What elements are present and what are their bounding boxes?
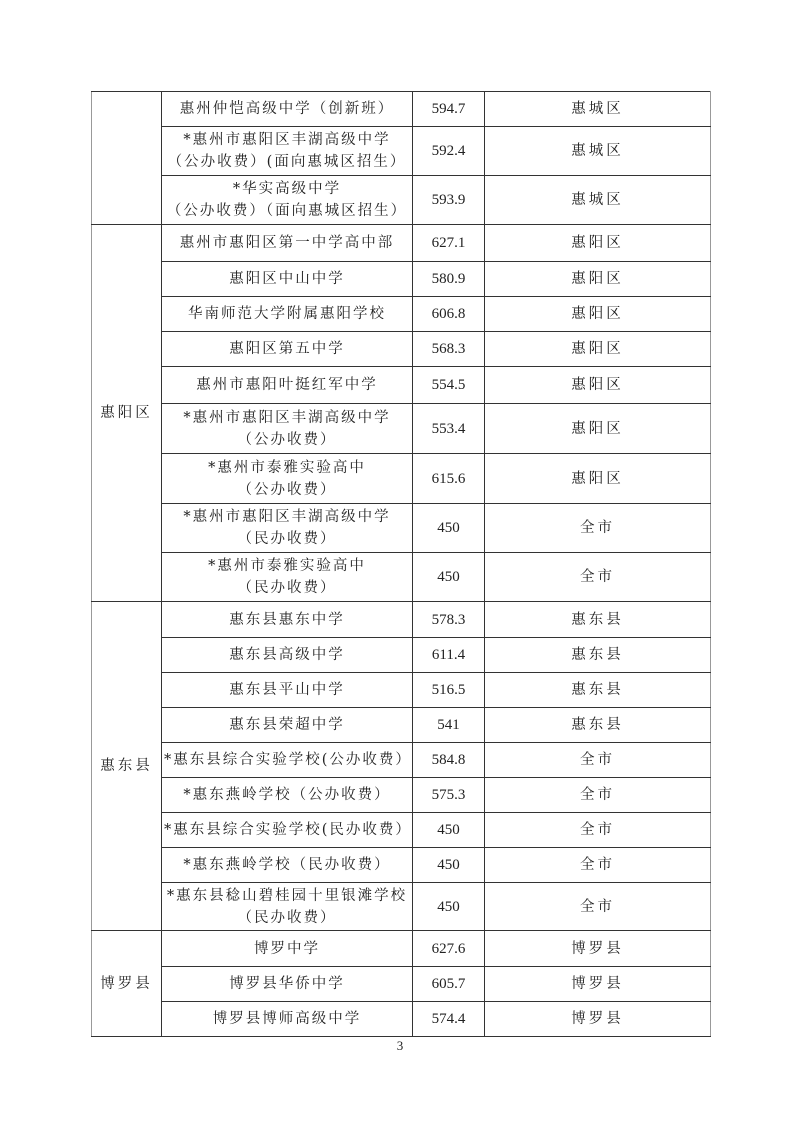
enrollment-region-cell: 全市 (485, 743, 711, 778)
table-body (92, 92, 711, 1037)
school-name-cell (162, 454, 413, 504)
school-name-line: *惠东燕岭学校（公办收费） (183, 787, 391, 803)
enrollment-region-cell: 全市 (485, 504, 711, 553)
enrollment-region-cell: 全市 (485, 778, 711, 813)
enrollment-region-cell: 惠阳区 (485, 262, 711, 297)
score-cell: 592.4 (413, 127, 485, 176)
score-cell: 594.7 (413, 92, 485, 127)
enrollment-region-cell: 惠城区 (485, 127, 711, 176)
school-name-line: （公办收费）（面向惠城区招生） (166, 203, 408, 219)
score-cell: 605.7 (413, 967, 485, 1002)
school-name-line: 惠州市惠阳叶挺红军中学 (196, 377, 378, 393)
score-cell: 580.9 (413, 262, 485, 297)
school-name-line: （公办收费） (237, 481, 337, 498)
table-row (92, 848, 711, 883)
enrollment-region-cell: 博罗县 (485, 967, 711, 1002)
school-name-cell (162, 931, 413, 967)
school-name-cell (162, 1002, 413, 1037)
school-name-line: *惠州市泰雅实验高中 (208, 558, 366, 574)
page-number: 3 (396, 1038, 404, 1053)
table-row (92, 225, 711, 262)
table-row (92, 1002, 711, 1037)
school-name-cell (162, 708, 413, 743)
school-name-line: *惠州市惠阳区丰湖高级中学 (183, 509, 391, 525)
school-name-cell (162, 883, 413, 931)
school-name-line: *惠东县综合实验学校(民办收费） (164, 822, 412, 838)
district-cell: 惠阳区 (92, 225, 162, 602)
table-row (92, 127, 711, 176)
school-name-cell (162, 367, 413, 404)
table-row (92, 967, 711, 1002)
school-name-cell (162, 848, 413, 883)
school-name-line: *惠州市泰雅实验高中 (208, 459, 366, 476)
school-name-cell (162, 297, 413, 332)
table-row (92, 504, 711, 553)
enrollment-region-cell: 惠阳区 (485, 332, 711, 367)
enrollment-region-cell: 惠阳区 (485, 225, 711, 262)
table-row (92, 708, 711, 743)
table-row (92, 883, 711, 931)
school-name-cell (162, 813, 413, 848)
school-name-line: 博罗县华侨中学 (229, 976, 345, 992)
school-name-cell (162, 176, 413, 225)
enrollment-region-cell: 惠东县 (485, 673, 711, 708)
school-name-line: （民办收费） (237, 531, 337, 547)
table-row (92, 176, 711, 225)
school-name-line: （公办收费）(面向惠城区招生） (167, 154, 407, 170)
school-name-cell (162, 743, 413, 778)
school-name-line: *惠州市惠阳区丰湖高级中学 (183, 409, 391, 426)
enrollment-region-cell: 惠城区 (485, 176, 711, 225)
school-name-line: *华实高级中学 (232, 181, 342, 197)
score-cell: 606.8 (413, 297, 485, 332)
score-cell: 568.3 (413, 332, 485, 367)
table-row (92, 92, 711, 127)
school-name-cell (162, 127, 413, 176)
enrollment-region-cell: 惠东县 (485, 602, 711, 638)
table-row (92, 813, 711, 848)
score-cell: 450 (413, 553, 485, 602)
enrollment-region-cell: 惠阳区 (485, 454, 711, 504)
table-row (92, 332, 711, 367)
school-name-cell (162, 778, 413, 813)
table-row (92, 638, 711, 673)
school-name-cell (162, 553, 413, 602)
admission-score-table (91, 91, 711, 1037)
school-name-line: *惠东燕岭学校（民办收费） (183, 857, 391, 873)
school-name-line: *惠东县综合实验学校(公办收费） (164, 752, 412, 768)
table-row (92, 778, 711, 813)
school-name-cell (162, 504, 413, 553)
score-cell: 593.9 (413, 176, 485, 225)
score-cell: 574.4 (413, 1002, 485, 1037)
school-name-cell (162, 92, 413, 127)
score-cell: 627.1 (413, 225, 485, 262)
enrollment-region-cell: 全市 (485, 883, 711, 931)
score-cell: 450 (413, 848, 485, 883)
table-row (92, 602, 711, 638)
enrollment-region-cell: 博罗县 (485, 1002, 711, 1037)
school-name-line: 惠东县平山中学 (229, 682, 345, 698)
school-name-cell (162, 673, 413, 708)
school-name-line: （民办收费） (237, 580, 337, 596)
school-name-line: 惠州仲恺高级中学（创新班） (179, 101, 395, 117)
score-cell: 611.4 (413, 638, 485, 673)
school-name-line: （民办收费） (237, 909, 337, 926)
school-name-line: 博罗县博师高级中学 (212, 1011, 362, 1027)
enrollment-region-cell: 惠阳区 (485, 367, 711, 404)
school-name-cell (162, 404, 413, 454)
table-row (92, 673, 711, 708)
district-cell (92, 92, 162, 225)
table-row (92, 367, 711, 404)
district-cell: 博罗县 (92, 931, 162, 1037)
score-cell: 627.6 (413, 931, 485, 967)
score-cell: 450 (413, 813, 485, 848)
score-cell: 554.5 (413, 367, 485, 404)
score-cell: 516.5 (413, 673, 485, 708)
table-row (92, 553, 711, 602)
table-row (92, 931, 711, 967)
score-cell: 450 (413, 883, 485, 931)
school-name-line: 惠东县惠东中学 (229, 611, 345, 628)
enrollment-region-cell: 惠东县 (485, 638, 711, 673)
table-row (92, 297, 711, 332)
enrollment-region-cell: 惠城区 (485, 92, 711, 127)
table-row (92, 743, 711, 778)
enrollment-region-cell: 惠东县 (485, 708, 711, 743)
score-cell: 553.4 (413, 404, 485, 454)
table-row (92, 454, 711, 504)
school-name-cell (162, 262, 413, 297)
school-name-cell (162, 225, 413, 262)
enrollment-region-cell: 全市 (485, 813, 711, 848)
school-name-line: 惠阳区中山中学 (229, 271, 345, 287)
school-name-cell (162, 638, 413, 673)
score-cell: 615.6 (413, 454, 485, 504)
school-name-cell (162, 602, 413, 638)
school-name-line: 惠东县高级中学 (229, 647, 345, 663)
school-name-line: 惠阳区第五中学 (229, 341, 345, 357)
enrollment-region-cell: 惠阳区 (485, 404, 711, 454)
score-cell: 541 (413, 708, 485, 743)
district-cell: 惠东县 (92, 602, 162, 931)
school-name-cell (162, 332, 413, 367)
school-name-line: 惠州市惠阳区第一中学高中部 (179, 235, 395, 251)
school-name-line: 博罗中学 (254, 940, 320, 957)
school-name-line: 华南师范大学附属惠阳学校 (188, 306, 386, 322)
school-name-cell (162, 967, 413, 1002)
enrollment-region-cell: 博罗县 (485, 931, 711, 967)
score-cell: 575.3 (413, 778, 485, 813)
school-name-line: 惠东县荣超中学 (229, 717, 345, 733)
score-cell: 578.3 (413, 602, 485, 638)
enrollment-region-cell: 全市 (485, 553, 711, 602)
school-name-line: *惠州市惠阳区丰湖高级中学 (183, 132, 391, 148)
table-row (92, 404, 711, 454)
school-name-line: （公办收费） (237, 431, 337, 448)
table-row (92, 262, 711, 297)
enrollment-region-cell: 惠阳区 (485, 297, 711, 332)
score-cell: 450 (413, 504, 485, 553)
school-name-line: *惠东县稔山碧桂园十里银滩学校 (166, 887, 408, 904)
score-cell: 584.8 (413, 743, 485, 778)
enrollment-region-cell: 全市 (485, 848, 711, 883)
